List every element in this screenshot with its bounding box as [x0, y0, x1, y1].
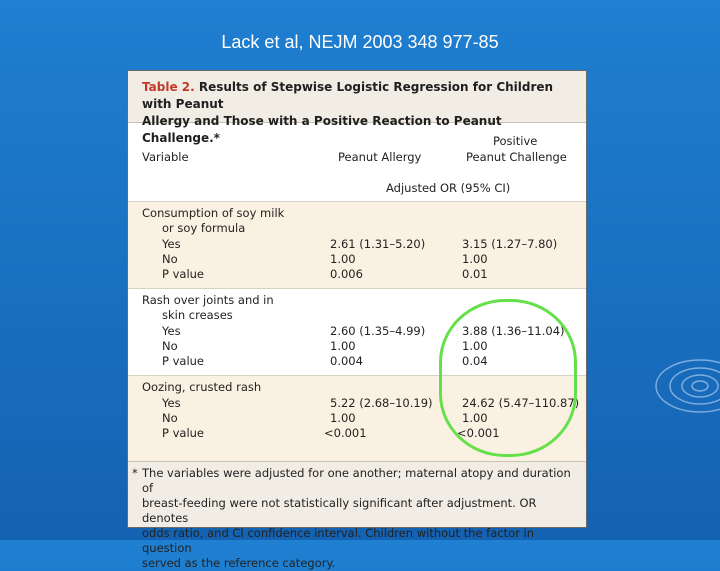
row-label: Yes: [162, 237, 181, 251]
cell-challenge: 3.15 (1.27–7.80): [462, 237, 558, 251]
section-oozing-rash: [128, 375, 586, 461]
row-label: P value: [162, 354, 205, 368]
water-ripple-decoration: [630, 350, 720, 420]
cell-allergy: 1.00: [330, 252, 356, 266]
row-label: P value: [162, 267, 205, 281]
cell-allergy: 1.00: [330, 339, 356, 353]
section-title-cont: or soy formula: [162, 221, 246, 235]
section-title: Oozing, crusted rash: [142, 380, 262, 394]
header-peanut-allergy: Peanut Allergy: [338, 150, 422, 164]
row-label: No: [162, 339, 178, 353]
row-divider: [128, 375, 586, 376]
cell-challenge: 1.00: [462, 252, 488, 266]
section-title-cont: skin creases: [162, 308, 233, 322]
row-divider: [128, 288, 586, 289]
row-label: Yes: [162, 396, 181, 410]
cell-allergy: 0.004: [330, 354, 363, 368]
cell-challenge: 0.04: [462, 354, 488, 368]
footnote-line: breast-feeding were not statistically significant after adjustment. OR denotes: [142, 496, 537, 525]
cell-challenge: <0.001: [457, 426, 500, 440]
header-adjusted-or: Adjusted OR (95% CI): [386, 181, 511, 195]
row-label: No: [162, 252, 178, 266]
header-positive: Positive: [493, 134, 538, 148]
header-variable: Variable: [142, 150, 189, 164]
cell-allergy: 2.61 (1.31–5.20): [330, 237, 426, 251]
row-label: No: [162, 411, 178, 425]
cell-challenge: 0.01: [462, 267, 488, 281]
section-title: Consumption of soy milk: [142, 206, 285, 220]
cell-allergy: 0.006: [330, 267, 363, 281]
table-figure: [127, 70, 587, 570]
cell-allergy: 1.00: [330, 411, 356, 425]
row-divider: [128, 201, 586, 202]
footnote-marker: *: [132, 466, 138, 480]
cell-challenge: 1.00: [462, 411, 488, 425]
header-peanut-challenge: Peanut Challenge: [466, 150, 567, 164]
table-title-line2: Allergy and Those with a Positive Reaction to Peanut Challenge.*: [142, 114, 502, 145]
footnote-line: The variables were adjusted for one another; maternal atopy and duration of: [142, 466, 571, 495]
cell-challenge: 1.00: [462, 339, 488, 353]
section-rash-joints: [128, 288, 586, 375]
row-label: Yes: [162, 324, 181, 338]
footnote-line: served as the reference category.: [142, 556, 336, 570]
table-title: [128, 71, 586, 145]
cell-allergy: <0.001: [324, 426, 367, 440]
table-footnote: [128, 461, 586, 570]
footnote-line: odds ratio, and CI confidence interval. Children without the factor in question: [142, 526, 534, 555]
slide-title: Lack et al, NEJM 2003 348 977-85: [221, 32, 499, 52]
cell-challenge: 3.88 (1.36–11.04): [462, 324, 565, 338]
table-label: Table 2.: [142, 80, 195, 94]
cell-challenge: 24.62 (5.47–110.87): [462, 396, 580, 410]
cell-allergy: 2.60 (1.35–4.99): [330, 324, 426, 338]
row-label: P value: [162, 426, 205, 440]
table-title-line1: Results of Stepwise Logistic Regression for Children with Peanut: [142, 80, 554, 111]
section-title: Rash over joints and in: [142, 293, 274, 307]
cell-allergy: 5.22 (2.68–10.19): [330, 396, 433, 410]
section-soy: [128, 201, 586, 288]
